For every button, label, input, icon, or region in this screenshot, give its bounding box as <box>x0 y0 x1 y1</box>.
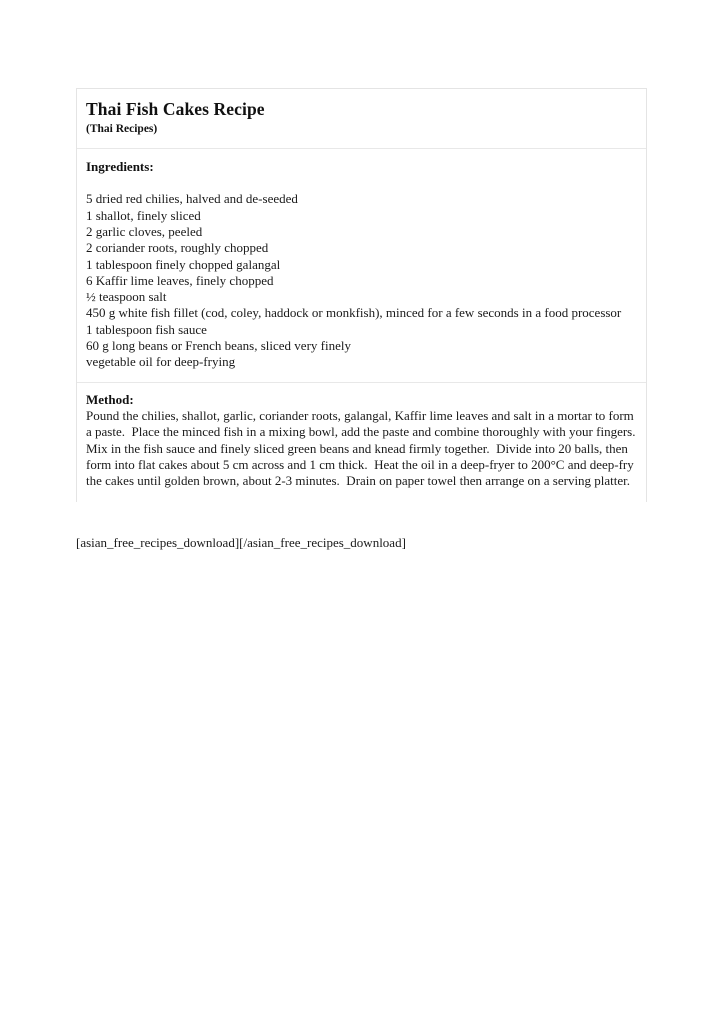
ingredients-heading: Ingredients: <box>86 158 154 174</box>
ingredients-list <box>86 191 637 370</box>
ingredient-item: 5 dried red chilies, halved and de-seeded <box>86 191 298 207</box>
ingredient-item: 1 tablespoon finely chopped galangal <box>86 256 281 272</box>
ingredient-item: vegetable oil for deep-frying <box>86 354 236 370</box>
recipe-card <box>76 88 647 502</box>
ingredient-item: 450 g white fish fillet (cod, coley, haddock or monkfish), minced for a few seconds in a food processor <box>86 305 622 321</box>
ingredient-item: 60 g long beans or French beans, sliced very finely <box>86 338 351 354</box>
ingredient-item: 6 Kaffir lime leaves, finely chopped <box>86 272 274 288</box>
ingredients-section <box>77 149 646 383</box>
ingredient-item: 2 coriander roots, roughly chopped <box>86 240 269 256</box>
page-title: Thai Fish Cakes Recipe <box>86 99 265 119</box>
shortcode-text: [asian_free_recipes_download][/asian_free_recipes_download] <box>76 535 406 550</box>
ingredient-item: ½ teaspoon salt <box>86 289 167 305</box>
ingredient-item: 1 tablespoon fish sauce <box>86 321 207 337</box>
method-text: Pound the chilies, shallot, garlic, coriander roots, galangal, Kaffir lime leaves and salt in a mortar to form a paste. Place the minced fish in a mixing bowl, add the paste and combine thoroughly with your fingers. Mix in the fish sauce and finely sliced green beans and knead firmly together. Divide into 20 balls, then form into flat cakes about 5 cm across and 1 cm thick. Heat the oil in a deep-fryer to 200°C and deep-fry the cakes until golden brown, about 2-3 minutes. Drain on paper towel then arrange on a serving platter. <box>86 407 642 489</box>
ingredient-item: 2 garlic cloves, peeled <box>86 224 203 239</box>
recipe-header <box>77 89 646 149</box>
method-heading: Method: <box>86 391 134 407</box>
ingredient-item: 1 shallot, finely sliced <box>86 207 201 223</box>
recipe-category-subtitle: (Thai Recipes) <box>86 122 158 135</box>
ingredients-spacer <box>86 175 637 191</box>
method-section <box>77 383 646 503</box>
